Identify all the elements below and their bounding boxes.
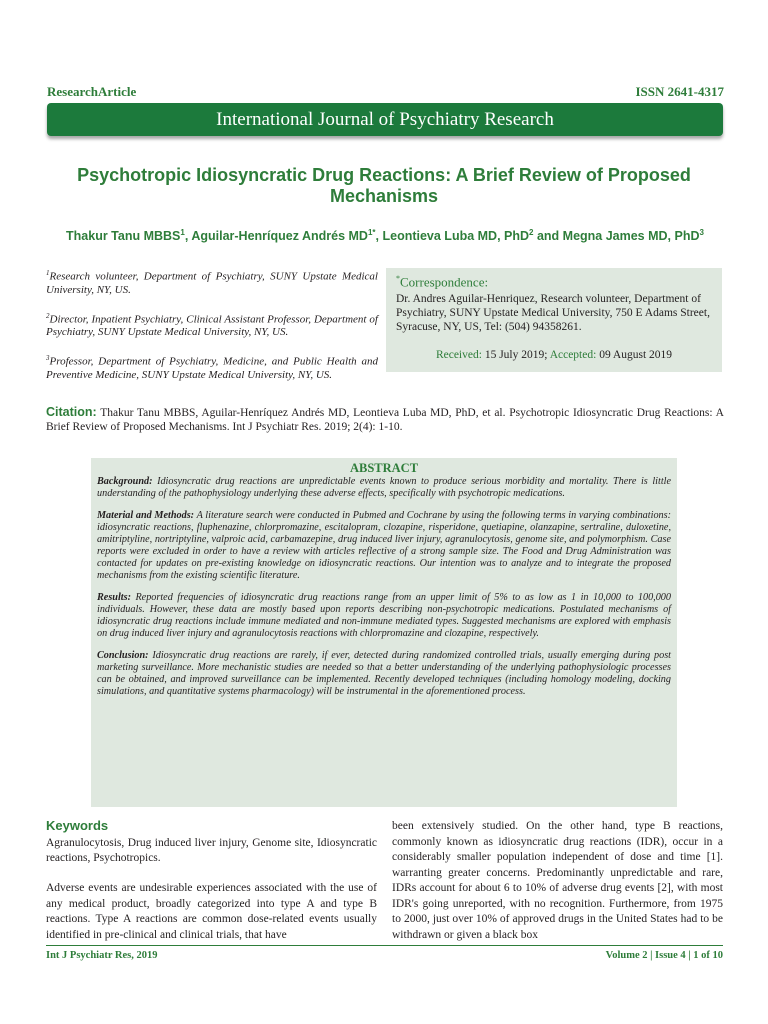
accepted-date: 09 August 2019: [599, 349, 673, 362]
received-date: 15 July 2019;: [484, 349, 548, 362]
abstract-box: [91, 458, 677, 807]
footer-page-info: Volume 2 | Issue 4 | 1 of 10: [605, 950, 723, 961]
affiliation-item: [46, 267, 378, 297]
affiliation-item: [46, 352, 378, 382]
affiliations: [46, 267, 378, 395]
keywords-text: Agranulocytosis, Drug induced liver injury, Genome site, Idiosyncratic reactions, Psychotropics.: [46, 837, 377, 864]
received-accepted-dates: [396, 349, 712, 361]
author-name: Megna James MD, PhD: [562, 229, 700, 244]
author-list: Thakur Tanu MBBS$^1$, Aguilar-Henríquez Andrés $MD^{1*}$, Leontieva Luba MD, PhD$^2$ and Megna James MD, PhD$^3$: [66, 228, 704, 244]
footer-divider: [46, 945, 723, 946]
article-type-label: ResearchArticle: [47, 84, 137, 99]
author-name: Leontieva Luba MD, PhD: [382, 229, 530, 244]
affiliation-sup: 2: [46, 311, 50, 320]
citation-label: Citation:: [46, 405, 97, 419]
affiliation-sup: 3: [46, 354, 50, 363]
accepted-label: Accepted:: [549, 349, 597, 362]
abstract-conclusion: Conclusion: Idiosyncratic drug reactions are rarely, if ever, detected during randomized controlled trials, usually emerging during post marketing surveillance. More mechanistic studies are needed so that a better understanding of the underlying pathophysiologic processes can be obtained, and improved surveillance can be implemented. Recently developed techniques (including homology modeling, docking simulations, and quantitative systems pharmacology) will be instrumental in the aforementioned process.: [97, 650, 672, 697]
affiliation-item: [46, 310, 378, 340]
issn-label: ISSN 2641-4317: [635, 84, 724, 99]
author-sup: 1: [180, 228, 185, 237]
abstract-heading: ABSTRACT: [349, 461, 419, 475]
correspondence-text: Dr. Andres Aguilar-Henriquez, Research volunteer, Department of Psychiatry, SUNY Upstate Medical University, 750 E Adams Street, Syracuse, NY, US, Tel: (504) 94358261.: [396, 293, 710, 334]
abstract-results: Results: Reported frequencies of idiosyncratic drug reactions range from an upper limit of 5% to as low as 1 in 10,000 to 100,000 individuals. However, these data are mostly based upon reports describing non-psychotropic medications. Postulated mechanisms of idiosyncratic drug reactions include immune mediated and non-immune mediated types. Suggested mechanisms are explored with emphasis on drug induced liver injury and agranulocytosis reactions with chlorpromazine and clozapine, respectively.: [97, 592, 671, 639]
affiliation-sup: 1: [46, 269, 50, 277]
keywords-heading: Keywords: [46, 818, 109, 833]
body-column-left: Adverse events are undesirable experiences associated with the use of any medical product, broadly categorized into type A and type B reactions. Type A reactions are common dose-related events usually identified in pre-clinical and clinical trials, that have: [46, 882, 377, 941]
received-label: Received:: [435, 349, 482, 362]
body-column-right: been extensively studied. On the other hand, type B reactions, commonly known as idiosyncratic drug reactions (IDR), occur in a considerably smaller population independent of dose and time [1]. warranting greater concerns. Predominantly unpredictable and rare, IDRs account for about 6 to 10% of adverse drug events [2], with most IDR's going unreported, with no recognition. Furthermore, from 1975 to 2000, just over 10% of approved drugs in the United States had to be withdrawn or given a black box: [392, 820, 723, 941]
correspondence-heading: *Correspondence:: [396, 274, 489, 290]
abstract-background: Background: Idiosyncratic drug reactions are unpredictable events known to produce serious morbidity and mortality. There is little understanding of the pathophysiology underlying these adverse effects, specifically with psychotropic medications.: [97, 476, 672, 499]
footer-journal-ref: Int J Psychiatr Res, 2019: [46, 950, 158, 961]
correspondence-box: [386, 268, 722, 372]
author-sup: 2: [529, 228, 534, 237]
abstract-methods: Material and Methods: A literature search were conducted in Pubmed and Cochrane by using the following terms in varying combinations: idiosyncratic reactions, fluphenazine, chlorpromazine, escitalopram, clozapine, risperidone, quetiapine, olanzapine, sertraline, duloxetine, amitriptyline, nortriptyline, valproic acid, carbamazepine, drug induced liver injury, agranulocytosis, genome site, and polymorphism. Case reports were excluded in order to have a review with articles reflective of a strong sample size. The Food and Drug Administration was contacted for updates on pre-existing knowledge on idiosyncratic reactions. Our intention was to analyze and to integrate the proposed mechanisms from the existing scientific literature.: [97, 510, 671, 581]
author-sup: 3: [699, 228, 704, 237]
journal-banner: [47, 103, 723, 136]
affiliation-text: Director, Inpatient Psychiatry, Clinical Assistant Professor, Department of Psychiatry, SUNY Upstate Medical University, NY, US.: [46, 313, 378, 339]
article-title: Psychotropic Idiosyncratic Drug Reactions: A Brief Review of Proposed Mechanisms: [77, 165, 691, 206]
author-sup: 1*: [367, 228, 376, 237]
citation: [46, 405, 724, 434]
affiliation-text: Research volunteer, Department of Psychiatry, SUNY Upstate Medical University, NY, US.: [46, 270, 378, 296]
journal-name: International Journal of Psychiatry Research: [216, 109, 554, 130]
affiliation-text: Professor, Department of Psychiatry, Medicine, and Public Health and Preventive Medicine, SUNY Upstate Medical University, NY, US.: [46, 355, 378, 381]
author-name: Thakur Tanu MBBS: [66, 229, 181, 244]
author-name: Aguilar-Henríquez Andrés MD: [191, 229, 368, 244]
citation-text: Thakur Tanu MBBS, Aguilar-Henríquez Andrés MD, Leontieva Luba MD, PhD, et al. Psychotropic Idiosyncratic Drug Reactions: A Brief Review of Proposed Mechanisms. Int J Psychiatr Res. 2019; 2(4): 1-10.: [46, 407, 724, 433]
